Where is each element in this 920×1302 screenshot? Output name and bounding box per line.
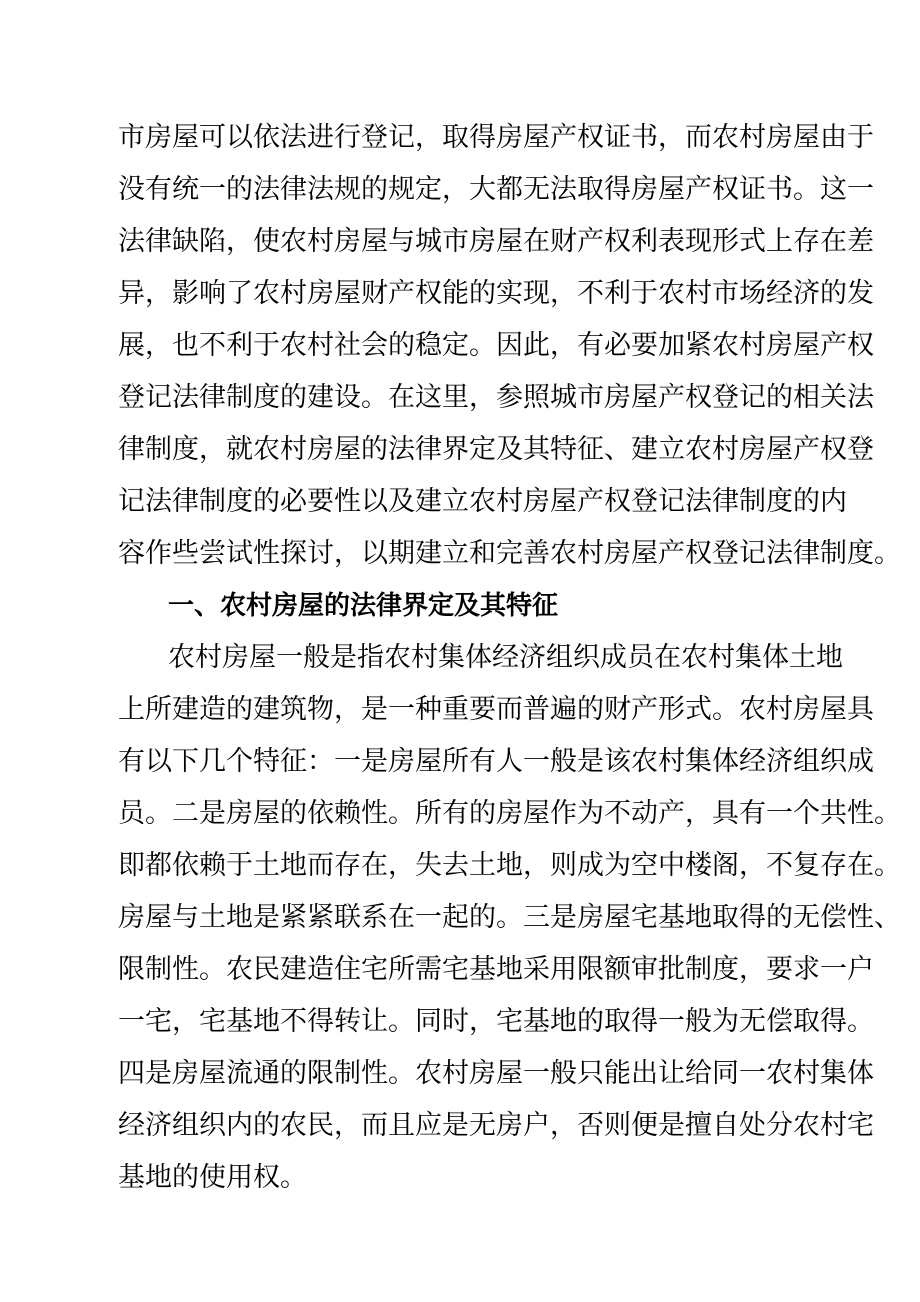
paragraph-1-line: 市房屋可以依法进行登记，取得房屋产权证书，而农村房屋由于 <box>118 122 874 153</box>
section-heading: 一、农村房屋的法律界定及其特征 <box>168 591 559 621</box>
paragraph-1-line: 法律缺陷，使农村房屋与城市房屋在财产权利表现形式上存在差 <box>118 226 874 257</box>
paragraph-2-line: 限制性。农民建造住宅所需宅基地采用限额审批制度，要求一户 <box>118 954 874 985</box>
paragraph-1-line: 记法律制度的必要性以及建立农村房屋产权登记法律制度的内 <box>118 486 847 517</box>
paragraph-1-line: 异，影响了农村房屋财产权能的实现，不利于农村市场经济的发 <box>118 278 874 309</box>
paragraph-1 <box>118 112 901 580</box>
paragraph-2-line: 经济组织内的农民，而且应是无房户，否则便是擅自处分农村宅 <box>118 1110 874 1141</box>
paragraph-2-line: 一宅，宅基地不得转让。同时，宅基地的取得一般为无偿取得。 <box>118 1006 874 1037</box>
paragraph-2-line: 房屋与土地是紧紧联系在一起的。三是房屋宅基地取得的无偿性、 <box>118 902 901 933</box>
paragraph-2-line: 即都依赖于土地而存在，失去土地，则成为空中楼阁，不复存在。 <box>118 850 901 881</box>
paragraph-2-line: 有以下几个特征：一是房屋所有人一般是该农村集体经济组织成 <box>118 746 874 777</box>
paragraph-1-line: 登记法律制度的建设。在这里，参照城市房屋产权登记的相关法 <box>118 382 874 413</box>
paragraph-2-line: 四是房屋流通的限制性。农村房屋一般只能出让给同一农村集体 <box>118 1058 874 1089</box>
paragraph-2-line: 农村房屋一般是指农村集体经济组织成员在农村集体土地 <box>168 642 843 673</box>
paragraph-1-line: 没有统一的法律法规的规定，大都无法取得房屋产权证书。这一 <box>118 174 874 205</box>
document-body <box>118 112 901 1204</box>
paragraph-2-line: 基地的使用权。 <box>118 1162 307 1193</box>
paragraph-1-line: 展，也不利于农村社会的稳定。因此，有必要加紧农村房屋产权 <box>118 330 874 361</box>
paragraph-2 <box>118 632 901 1204</box>
paragraph-1-line: 容作些尝试性探讨，以期建立和完善农村房屋产权登记法律制度。 <box>118 538 901 569</box>
paragraph-2-line: 上所建造的建筑物，是一种重要而普遍的财产形式。农村房屋具 <box>118 694 874 725</box>
paragraph-1-line: 律制度，就农村房屋的法律界定及其特征、建立农村房屋产权登 <box>118 434 874 465</box>
paragraph-2-line: 员。二是房屋的依赖性。所有的房屋作为不动产，具有一个共性。 <box>118 798 901 829</box>
